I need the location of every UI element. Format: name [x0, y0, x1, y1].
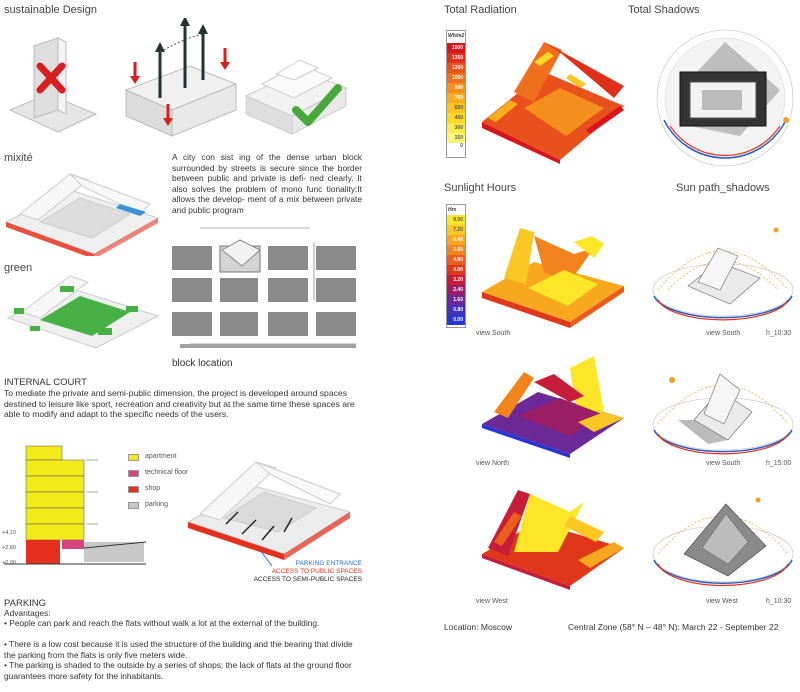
total-radiation-title: Total Radiation [444, 4, 517, 16]
parking-entrance-label: PARKING ENTRANCE [295, 560, 362, 567]
block-location-plan [170, 220, 360, 356]
sustainable-design-diagrams [0, 18, 370, 158]
legend-swatch [128, 486, 139, 493]
legend-item-parking: parking [128, 500, 188, 511]
access-legend [272, 560, 362, 567]
slab-rejected-diagram [10, 38, 96, 132]
view-north-label: view North [476, 460, 510, 467]
view-south-label-3: view South [706, 460, 741, 467]
legend-swatch [128, 470, 139, 477]
legend-item-technical-floor: technical floor [128, 468, 188, 479]
view-south-label-2: view South [706, 330, 741, 337]
sunlight-model-west [474, 482, 640, 592]
time-label-1500: h_15:00 [766, 460, 792, 467]
level-label-1: +4,10 [2, 530, 16, 536]
hours-color-scale: Hrs 8.00 7.20 6.40 5.60 4.80 4.00 3.20 2.40 1.60 0.80 0.00 [446, 204, 466, 328]
parking-point: • People can park and reach the flats without walk a lot at the external of the building. [4, 618, 320, 628]
parking-title: PARKING [4, 598, 47, 609]
zone-label: Central Zone (58° N – 48° N): March 22 - September 22 [568, 622, 779, 632]
sun-path-south-1030 [648, 212, 798, 332]
parking-advantages-label: Advantages: [4, 608, 51, 618]
radiation-unit: Wh/m2 [448, 33, 465, 39]
time-label-1030-a: h_10:30 [766, 330, 792, 337]
green-axonometric [0, 268, 170, 352]
court-access-axonometric [180, 442, 360, 568]
city-blocks [172, 246, 356, 336]
legend-swatch [128, 454, 139, 461]
radiation-color-scale: Wh/m2 1500 1350 1200 1050 900 750 600 450 300 150 0 [446, 30, 466, 158]
semi-public-access-label: ACCESS TO SEMI-PUBLIC SPACES [253, 576, 362, 583]
stepped-block-approved-diagram [246, 60, 346, 134]
legend-swatch [128, 502, 139, 509]
total-shadows-diagram [650, 20, 800, 174]
legend-item-apartment: apartment [128, 452, 188, 463]
sun-path-south-1500 [648, 350, 798, 462]
block-airflow-diagram [126, 18, 236, 136]
sustainable-design-title: sustainable Design [4, 4, 97, 16]
sun-path-title: Sun path_shadows [676, 182, 770, 194]
view-south-label-1: view South [476, 330, 511, 337]
parking-point: • The parking is shaded to the outside by a series of shops; the lack of flats at the ground floor guarantees more safety for the inhabitants. [4, 660, 352, 681]
radiation-model [474, 32, 640, 164]
internal-court-text: To mediate the private and semi-public dimension, the project is developed around spaces destined to leisure like sport, recreation and creativity but at the same time these spaces are able to modify and adapt to the specific needs of the users. [4, 388, 355, 420]
mixite-title: mixité [4, 152, 33, 164]
sunlight-hours-title: Sunlight Hours [444, 182, 517, 194]
hours-unit: Hrs [448, 207, 457, 213]
public-access-label: ACCESS TO PUBLIC SPACES [271, 568, 362, 575]
view-west-label-1: view West [476, 598, 508, 605]
sun-path-west-1030 [648, 484, 798, 596]
time-label-1030-b: h_10:30 [766, 598, 792, 605]
internal-court-title: INTERNAL COURT [4, 377, 87, 388]
legend-item-shop: shop [128, 484, 188, 495]
view-west-label-2: view West [706, 598, 738, 605]
mixite-axonometric [0, 160, 170, 256]
level-label-2: +2,80 [2, 545, 16, 551]
total-shadows-title: Total Shadows [628, 4, 700, 16]
level-label-3: +0,00 [2, 560, 16, 566]
city-description: A city con sist ing of the dense urban block surrounded by streets is secure since the border between public and private is defi- ned clearly. It also solves the problem of mono func tionality:It allows the develop- ment of a mix between private and public program [172, 152, 362, 215]
sunlight-model-south [474, 222, 640, 332]
block-location-label: block location [172, 358, 233, 369]
green-title: green [4, 262, 33, 274]
sunlight-model-north [474, 352, 640, 460]
parking-point: • There is a low cost because it is used the structure of the building and the bearing that divide the parking from the flats is only five meters wide. [4, 639, 353, 660]
location-label: Location: Moscow [444, 622, 513, 632]
